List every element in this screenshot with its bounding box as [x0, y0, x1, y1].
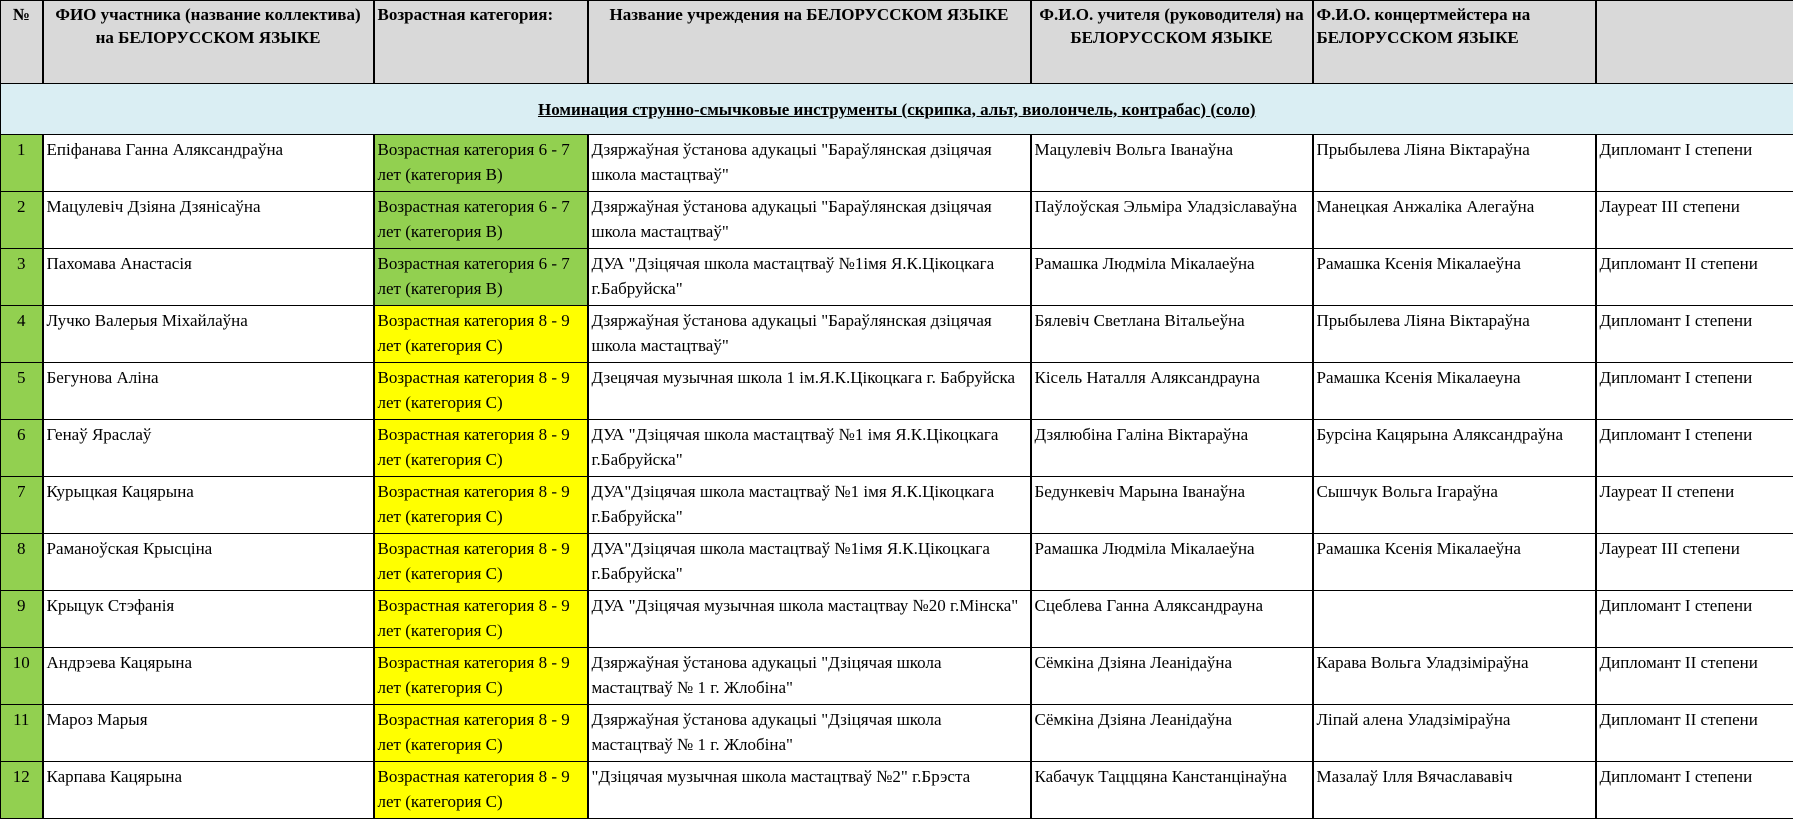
- header-num[interactable]: №: [1, 1, 43, 84]
- table-row: [1, 477, 1793, 534]
- cell-age-category[interactable]: Возрастная категория 8 - 9 лет (категория C): [374, 306, 588, 363]
- table-row: [1, 192, 1793, 249]
- cell-num[interactable]: 2: [1, 192, 43, 249]
- header-age-category[interactable]: Возрастная категория:: [374, 1, 588, 84]
- cell-accompanist[interactable]: Рамашка Ксенія Мікалаеўна: [1313, 534, 1596, 591]
- cell-result[interactable]: Лауреат III степени: [1596, 534, 1793, 591]
- cell-age-category[interactable]: Возрастная категория 8 - 9 лет (категория C): [374, 762, 588, 819]
- cell-num[interactable]: 4: [1, 306, 43, 363]
- cell-num[interactable]: 12: [1, 762, 43, 819]
- cell-institution[interactable]: Дзяржаўная ўстанова адукацыі "Бараўлянская дзіцячая школа мастацтваў": [588, 192, 1031, 249]
- cell-num[interactable]: 3: [1, 249, 43, 306]
- cell-num[interactable]: 11: [1, 705, 43, 762]
- cell-institution[interactable]: ДУА "Дзіцячая музычная школа мастацтвау №20 г.Мінска": [588, 591, 1031, 648]
- cell-participant[interactable]: Андрэева Кацярына: [43, 648, 374, 705]
- cell-participant[interactable]: Бегунова Аліна: [43, 363, 374, 420]
- cell-teacher[interactable]: Дзялюбіна Галіна Віктараўна: [1031, 420, 1313, 477]
- nomination-title[interactable]: Номинация струнно-смычковые инструменты (скрипка, альт, виолончель, контрабас) (соло): [1, 84, 1793, 135]
- cell-institution[interactable]: "Дзіцячая музычная школа мастацтваў №2" г.Брэста: [588, 762, 1031, 819]
- cell-teacher[interactable]: Сцеблева Ганна Аляксандрауна: [1031, 591, 1313, 648]
- cell-participant[interactable]: Карпава Кацярына: [43, 762, 374, 819]
- cell-teacher[interactable]: Бялевіч Светлана Вітальеўна: [1031, 306, 1313, 363]
- cell-num[interactable]: 10: [1, 648, 43, 705]
- cell-result[interactable]: Дипломант II степени: [1596, 648, 1793, 705]
- cell-num[interactable]: 7: [1, 477, 43, 534]
- cell-institution[interactable]: ДУА"Дзіцячая школа мастацтваў №1 імя Я.К.Цікоцкага г.Бабруйска": [588, 477, 1031, 534]
- cell-accompanist[interactable]: Мазалаў Ілля Вячаслававіч: [1313, 762, 1596, 819]
- cell-participant[interactable]: Курыцкая Кацярына: [43, 477, 374, 534]
- table-row: [1, 534, 1793, 591]
- cell-teacher[interactable]: Сёмкіна Дзіяна Леанідаўна: [1031, 705, 1313, 762]
- cell-accompanist[interactable]: Рамашка Ксенія Мікалаеўна: [1313, 249, 1596, 306]
- cell-num[interactable]: 1: [1, 135, 43, 192]
- table-row: [1, 363, 1793, 420]
- table-row: [1, 591, 1793, 648]
- cell-teacher[interactable]: Паўлоўская Эльміра Уладзіславаўна: [1031, 192, 1313, 249]
- cell-participant[interactable]: Лучко Валерыя Міхайлаўна: [43, 306, 374, 363]
- cell-institution[interactable]: Дзяржаўная ўстанова адукацыі "Дзіцячая школа мастацтваў № 1 г. Жлобіна": [588, 648, 1031, 705]
- table-row: [1, 420, 1793, 477]
- cell-result[interactable]: Лауреат III степени: [1596, 192, 1793, 249]
- cell-teacher[interactable]: Бедункевіч Марына Іванаўна: [1031, 477, 1313, 534]
- header-teacher[interactable]: Ф.И.О. учителя (руководителя) на БЕЛОРУССКОМ ЯЗЫКЕ: [1031, 1, 1313, 84]
- cell-num[interactable]: 5: [1, 363, 43, 420]
- cell-result[interactable]: Дипломант I степени: [1596, 135, 1793, 192]
- cell-result[interactable]: Лауреат II степени: [1596, 477, 1793, 534]
- cell-institution[interactable]: Дзецячая музычная школа 1 ім.Я.К.Цікоцкага г. Бабруйска: [588, 363, 1031, 420]
- cell-participant[interactable]: Епіфанава Ганна Аляксандраўна: [43, 135, 374, 192]
- cell-age-category[interactable]: Возрастная категория 8 - 9 лет (категория C): [374, 591, 588, 648]
- header-result[interactable]: [1596, 1, 1793, 84]
- cell-accompanist[interactable]: [1313, 591, 1596, 648]
- table-row: [1, 135, 1793, 192]
- cell-age-category[interactable]: Возрастная категория 6 - 7 лет (категория B): [374, 249, 588, 306]
- cell-age-category[interactable]: Возрастная категория 8 - 9 лет (категория C): [374, 420, 588, 477]
- table-row: [1, 306, 1793, 363]
- cell-accompanist[interactable]: Карава Вольга Уладзіміраўна: [1313, 648, 1596, 705]
- table-row: [1, 705, 1793, 762]
- cell-participant[interactable]: Генаў Яраслаў: [43, 420, 374, 477]
- table-row: [1, 762, 1793, 819]
- cell-institution[interactable]: ДУА"Дзіцячая школа мастацтваў №1імя Я.К.Цікоцкага г.Бабруйска": [588, 534, 1031, 591]
- cell-num[interactable]: 6: [1, 420, 43, 477]
- cell-num[interactable]: 9: [1, 591, 43, 648]
- cell-age-category[interactable]: Возрастная категория 8 - 9 лет (категория C): [374, 477, 588, 534]
- cell-participant[interactable]: Раманоўская Крысціна: [43, 534, 374, 591]
- table-row: [1, 249, 1793, 306]
- cell-teacher[interactable]: Кісель Наталля Аляксандрауна: [1031, 363, 1313, 420]
- cell-accompanist[interactable]: Манецкая Анжаліка Алегаўна: [1313, 192, 1596, 249]
- cell-teacher[interactable]: Рамашка Людміла Мікалаеўна: [1031, 534, 1313, 591]
- cell-age-category[interactable]: Возрастная категория 8 - 9 лет (категория C): [374, 534, 588, 591]
- cell-accompanist[interactable]: Прыбылева Ліяна Віктараўна: [1313, 135, 1596, 192]
- cell-teacher[interactable]: Мацулевіч Вольга Іванаўна: [1031, 135, 1313, 192]
- cell-result[interactable]: Дипломант I степени: [1596, 762, 1793, 819]
- nomination-row: [1, 84, 1793, 135]
- cell-age-category[interactable]: Возрастная категория 6 - 7 лет (категория B): [374, 192, 588, 249]
- cell-institution[interactable]: ДУА "Дзіцячая школа мастацтваў №1імя Я.К.Цікоцкага г.Бабруйска": [588, 249, 1031, 306]
- cell-result[interactable]: Дипломант I степени: [1596, 306, 1793, 363]
- cell-institution[interactable]: Дзяржаўная ўстанова адукацыі "Дзіцячая школа мастацтваў № 1 г. Жлобіна": [588, 705, 1031, 762]
- header-participant[interactable]: ФИО участника (название коллектива) на БЕЛОРУССКОМ ЯЗЫКЕ: [43, 1, 374, 84]
- cell-teacher[interactable]: Кабачук Тацццяна Канстанцінаўна: [1031, 762, 1313, 819]
- cell-institution[interactable]: ДУА "Дзіцячая школа мастацтваў №1 імя Я.К.Цікоцкага г.Бабруйска": [588, 420, 1031, 477]
- cell-institution[interactable]: Дзяржаўная ўстанова адукацыі "Бараўлянская дзіцячая школа мастацтваў": [588, 306, 1031, 363]
- header-row: [1, 1, 1793, 84]
- cell-participant[interactable]: Мацулевіч Дзіяна Дзянісаўна: [43, 192, 374, 249]
- cell-accompanist[interactable]: Бурсіна Кацярына Аляксандраўна: [1313, 420, 1596, 477]
- cell-participant[interactable]: Мароз Марыя: [43, 705, 374, 762]
- cell-accompanist[interactable]: Прыбылева Ліяна Віктараўна: [1313, 306, 1596, 363]
- header-accompanist[interactable]: Ф.И.О. концертмейстера на БЕЛОРУССКОМ ЯЗЫКЕ: [1313, 1, 1596, 84]
- cell-age-category[interactable]: Возрастная категория 8 - 9 лет (категория C): [374, 705, 588, 762]
- cell-result[interactable]: Дипломант II степени: [1596, 705, 1793, 762]
- cell-accompanist[interactable]: Рамашка Ксенія Мікалаеуна: [1313, 363, 1596, 420]
- cell-result[interactable]: Дипломант I степени: [1596, 363, 1793, 420]
- cell-age-category[interactable]: Возрастная категория 6 - 7 лет (категория B): [374, 135, 588, 192]
- cell-age-category[interactable]: Возрастная категория 8 - 9 лет (категория C): [374, 363, 588, 420]
- cell-result[interactable]: Дипломант II степени: [1596, 249, 1793, 306]
- cell-teacher[interactable]: Сёмкіна Дзіяна Леанідаўна: [1031, 648, 1313, 705]
- cell-participant[interactable]: Крыцук Стэфанія: [43, 591, 374, 648]
- cell-institution[interactable]: Дзяржаўная ўстанова адукацыі "Бараўлянская дзіцячая школа мастацтваў": [588, 135, 1031, 192]
- cell-teacher[interactable]: Рамашка Людміла Мікалаеўна: [1031, 249, 1313, 306]
- cell-accompanist[interactable]: Ліпай алена Уладзіміраўна: [1313, 705, 1596, 762]
- cell-accompanist[interactable]: Сышчук Вольга Ігараўна: [1313, 477, 1596, 534]
- cell-result[interactable]: Дипломант I степени: [1596, 591, 1793, 648]
- cell-result[interactable]: Дипломант I степени: [1596, 420, 1793, 477]
- cell-participant[interactable]: Пахомава Анастасія: [43, 249, 374, 306]
- cell-num[interactable]: 8: [1, 534, 43, 591]
- header-institution[interactable]: Название учреждения на БЕЛОРУССКОМ ЯЗЫКЕ: [588, 1, 1031, 84]
- table-row: [1, 648, 1793, 705]
- cell-age-category[interactable]: Возрастная категория 8 - 9 лет (категория C): [374, 648, 588, 705]
